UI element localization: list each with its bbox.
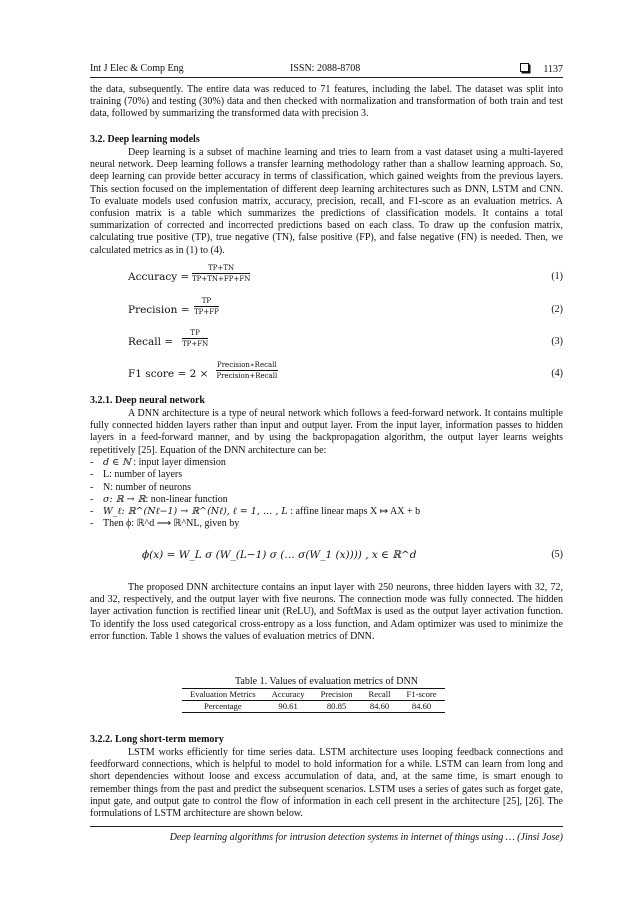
issn: ISSN: 2088-8708 (290, 63, 361, 74)
table-header-row (182, 689, 445, 701)
list-item: - L: number of layers (90, 469, 420, 481)
equation-5 (128, 546, 563, 564)
list-item: - σ: ℝ → ℝ: non-linear function (90, 494, 420, 506)
page-number: 1137 (543, 64, 563, 75)
equation-number: (1) (551, 271, 563, 282)
equation-number: (5) (551, 549, 563, 560)
section-3-2-2-body (90, 747, 563, 820)
table-header-cell: Precision (320, 689, 353, 699)
equation-number: (4) (551, 368, 563, 379)
equation-number: (2) (551, 304, 563, 315)
equation-lhs: Precision = (128, 304, 190, 316)
table-cell: 90.61 (278, 701, 298, 711)
denominator: TP+TN+FP+FN (192, 275, 251, 283)
running-footer: Deep learning algorithms for intrusion detection systems in internet of things using … (Jinsi Jose) (90, 826, 563, 843)
section-3-2-2-heading: 3.2.2. Long short-term memory (90, 734, 224, 745)
section-3-2-1-heading: 3.2.1. Deep neural network (90, 395, 205, 406)
equation-lhs: Accuracy = (128, 271, 190, 283)
equation-fraction (182, 329, 208, 348)
equation-2 (128, 297, 563, 319)
section-3-2-heading: 3.2. Deep learning models (90, 134, 200, 145)
table-header-cell: Recall (368, 689, 391, 699)
intro-paragraph: the data, subsequently. The entire data was reduced to 71 features, including the label. The dataset was split into training (70%) and testing (30%) data and then checked with normalization and transformation of both train and test data, followed by summarizing the transformed data with precision 3. (90, 84, 563, 120)
numerator: TP (194, 297, 219, 307)
list-item: - d ∈ ℕ : input layer dimension (90, 457, 420, 469)
table-header-cell: Evaluation Metrics (190, 689, 256, 699)
journal-name: Int J Elec & Comp Eng (90, 63, 184, 74)
table-cell: 84.60 (411, 701, 432, 711)
equation-fraction (216, 361, 278, 380)
equation-4 (128, 361, 563, 383)
table-cell: 84.60 (369, 701, 390, 711)
equation-number: (3) (551, 336, 563, 347)
numerator: TP+TN (192, 264, 250, 274)
equation-lhs: Recall = (128, 336, 174, 348)
dnn-architecture-body (90, 582, 563, 643)
equation-1 (128, 264, 563, 286)
equation-5-expression: ϕ(x) = W_L σ (W_(L−1) σ (… σ(W_1 (x)))) , x ∈ ℝ^d (142, 549, 417, 561)
running-header (90, 63, 563, 78)
page-number-group (520, 63, 563, 75)
denominator: TP+FP (194, 308, 219, 316)
section-3-2-1-paragraph: A DNN architecture is a type of neural network which follows a feed-forward network. It contains multiple fully connected hidden layers rather than input and output layer. From the input layer, information passes to hidden layers in a feed-forward manner, and by using the backpropagation algorithm, the output layer learns weights repetitively [25]. Equation of the DNN architecture can be: (90, 408, 563, 456)
table-header-cell: F1-score (406, 689, 437, 699)
section-3-2-paragraph: Deep learning is a subset of machine learning and tries to learn from a vast dataset using a multi-layered neural network. Deep learning follows a transfer learning methodology rather than a shallow learning approach. So, deep learning can provide better accuracy in terms of classification, which gained weights from the previous layers. This section focused on the implementation of different deep learning architectures such as DNN, LSTM and CNN. To evaluate models used confusion matrix, accuracy, precision, recall, and F1-score as an evaluation metrics. A confusion matrix is a table which summarizes the predictions of classification models. It contains a total summarization of corrected and incorrected predictions based on each class. To draw up the confusion matrix, calculating true positive (TP), true negative (TN), false positive (FP), and false negative (FN) is needed. Then, we calculated metrics as in (1) to (4). (90, 147, 563, 256)
dnn-architecture-paragraph: The proposed DNN architecture contains an input layer with 250 neurons, three hidden layers with 32, 72, and 32, respectively, and the output layer with five neurons. The connection mode was fully connected. The hidden layer activation function is rectified linear unit (ReLU), and SoftMax is used as the output layer activation function. To identify the loss used categorical cross-entropy as a loss function, and Adam optimizer was used to minimize the error function. Table 1 shows the values of evaluation metrics of DNN. (90, 582, 563, 642)
numerator: Precision∗Recall (217, 361, 277, 369)
equation-fraction (194, 297, 219, 316)
list-item: - N: number of neurons (90, 482, 420, 494)
denominator: Precision+Recall (216, 372, 278, 380)
table-cell: 80.85 (326, 701, 347, 711)
equation-fraction (192, 264, 250, 283)
numerator: TP (182, 329, 208, 339)
list-item: - Then ϕ: ℝ^d ⟶ ℝ^NL, given by (90, 518, 420, 530)
table-header-cell: Accuracy (271, 689, 305, 699)
denominator: TP+FN (182, 340, 209, 348)
table-row (182, 701, 445, 713)
equation-lhs: F1 score = 2 × (128, 368, 209, 380)
checkbox-square-icon (520, 63, 529, 72)
section-3-2-1-body (90, 408, 563, 457)
intro-paragraph-block (90, 84, 563, 121)
section-3-2-body (90, 147, 563, 257)
dnn-definition-list (90, 457, 420, 531)
equation-3 (128, 329, 563, 351)
table-1-caption: Table 1. Values of evaluation metrics of DNN (235, 676, 418, 687)
table-cell: Percentage (203, 701, 242, 711)
table-1 (182, 688, 445, 713)
list-item: - W_ℓ: ℝ^(Nℓ−1) → ℝ^(Nℓ), ℓ = 1, … , L : affine linear maps X ↦ AX + b (90, 506, 420, 518)
section-3-2-2-paragraph: LSTM works efficiently for time series data. LSTM architecture uses looping feedback connections and feedforward connections, which is helpful to model to hold information for a while. LSTM can learn from long and short dependencies without loose and excess accumulation of data, and, at the same time, is smart enough to remember things from the past and predict the subsequent scenarios. LSTM uses a series of gates such as forget gate, input gate, and output gate to control the flow of information in each cell present in the architecture [25], [26]. The formulations of LSTM architecture are shown below. (90, 747, 563, 820)
